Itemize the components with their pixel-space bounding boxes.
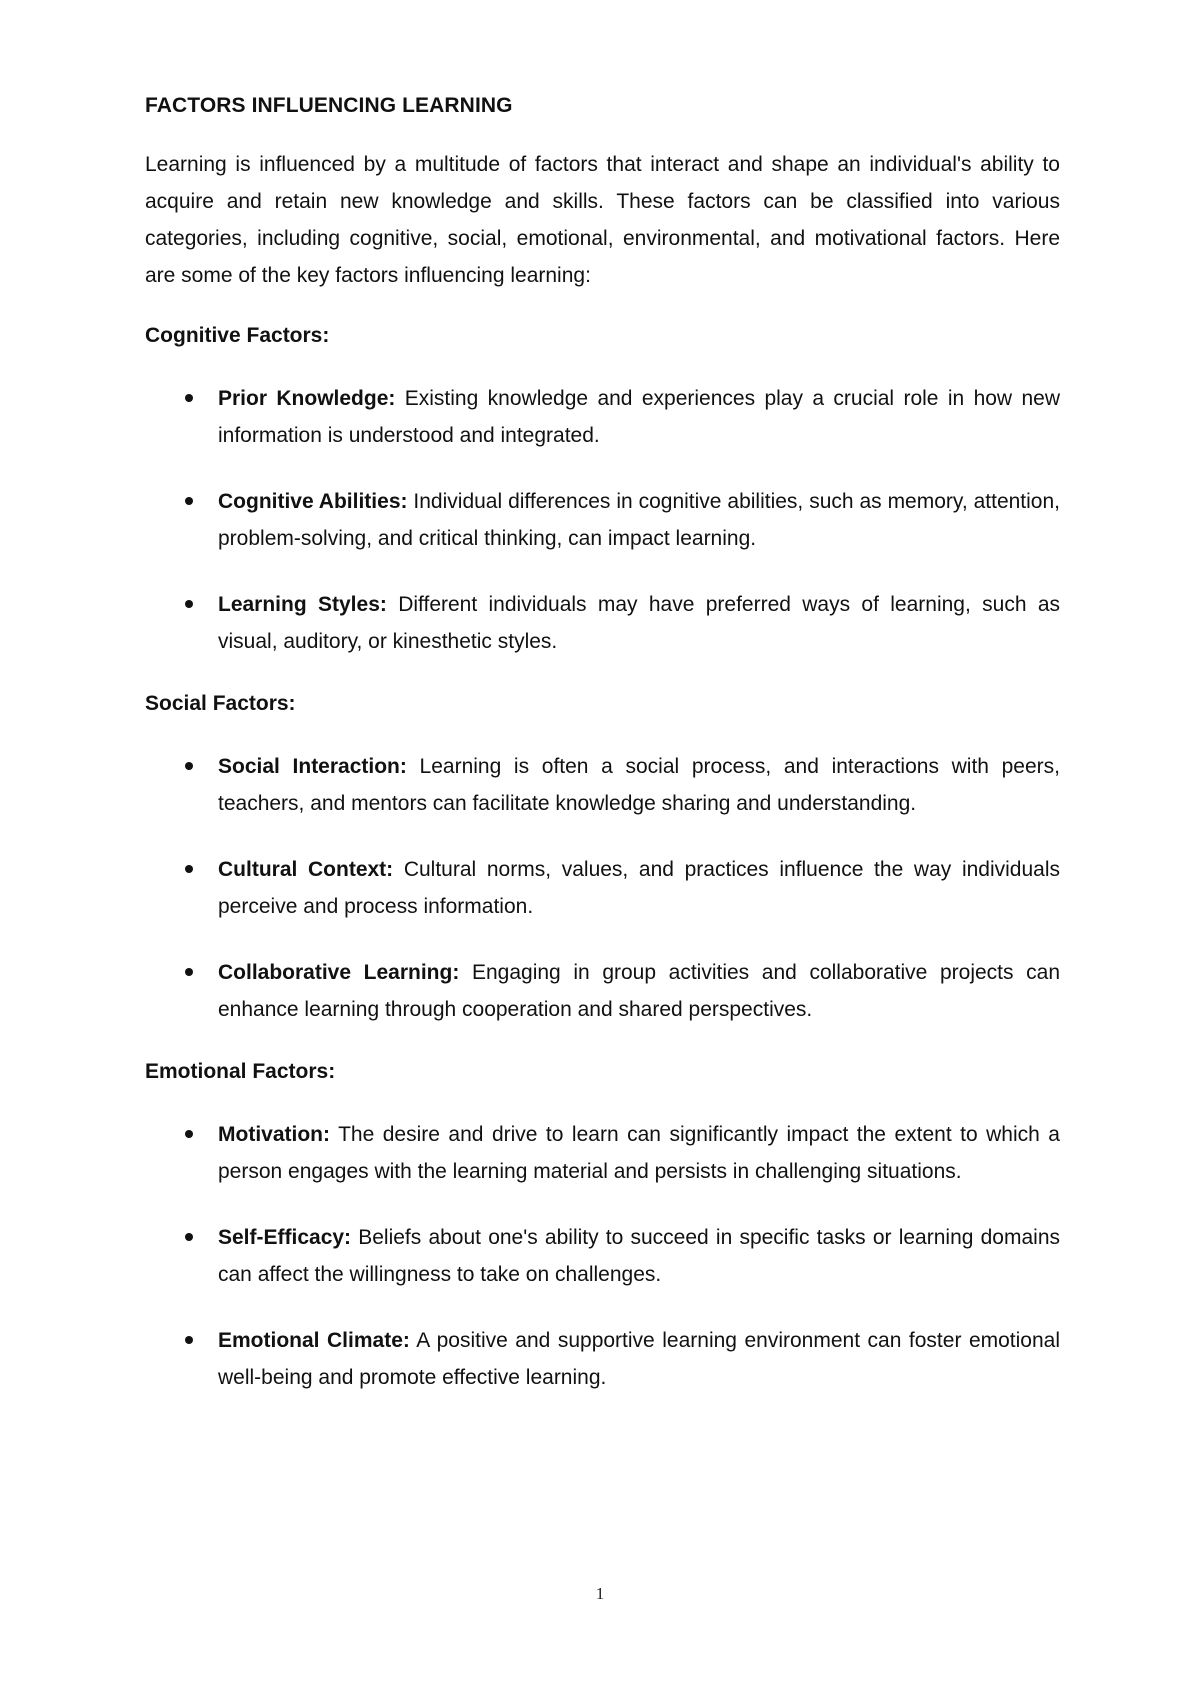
item-term: Learning Styles:: [218, 593, 387, 616]
item-text: The desire and drive to learn can significantly impact the extent to which a person engages with the learning material and persists in challenging situations.: [218, 1123, 1060, 1183]
item-term: Self-Efficacy:: [218, 1226, 352, 1249]
list-item: [145, 483, 1060, 557]
item-text: Engaging in group activities and collaborative projects can enhance learning through cooperation and shared perspectives.: [218, 961, 1061, 1021]
bullet-list: [145, 748, 1060, 1028]
bullet-icon: [185, 1130, 193, 1138]
list-item: [145, 954, 1060, 1028]
item-term: Motivation:: [218, 1123, 330, 1146]
item-text: Individual differences in cognitive abilities, such as memory, attention, problem-solving, and critical thinking, can impact learning.: [218, 490, 1061, 550]
document-title: FACTORS INFLUENCING LEARNING: [145, 94, 513, 117]
page-number: 1: [595, 1584, 605, 1603]
item-term: Collaborative Learning:: [218, 961, 460, 984]
item-term: Social Interaction:: [218, 755, 407, 778]
section-heading: Emotional Factors:: [145, 1060, 336, 1083]
page-content: [145, 92, 1060, 1425]
item-term: Cultural Context:: [218, 858, 394, 881]
item-text: Different individuals may have preferred ways of learning, such as visual, auditory, or kinesthetic styles.: [218, 593, 1060, 653]
list-item: [145, 586, 1060, 660]
item-term: Prior Knowledge:: [218, 387, 396, 410]
item-text: Existing knowledge and experiences play a crucial role in how new information is understood and integrated.: [218, 387, 1060, 447]
section-social-factors: [145, 689, 1060, 1028]
bullet-icon: [185, 600, 193, 608]
list-item: [145, 380, 1060, 454]
bullet-list: [145, 1116, 1060, 1396]
list-item: [145, 1322, 1060, 1396]
list-item: [145, 851, 1060, 925]
section-emotional-factors: [145, 1057, 1060, 1396]
item-text: Cultural norms, values, and practices influence the way individuals perceive and process information.: [218, 858, 1060, 918]
section-cognitive-factors: [145, 321, 1060, 660]
list-item: [145, 1116, 1060, 1190]
item-term: Cognitive Abilities:: [218, 490, 408, 513]
list-item: [145, 1219, 1060, 1293]
section-heading: Social Factors:: [145, 692, 296, 715]
list-item: [145, 748, 1060, 822]
item-text: Learning is often a social process, and interactions with peers, teachers, and mentors can facilitate knowledge sharing and understanding.: [218, 755, 1060, 815]
bullet-icon: [185, 968, 193, 976]
bullet-list: [145, 380, 1060, 660]
bullet-icon: [185, 1336, 193, 1344]
bullet-icon: [185, 1233, 193, 1241]
section-heading: Cognitive Factors:: [145, 324, 330, 347]
item-text: Beliefs about one's ability to succeed in specific tasks or learning domains can affect the willingness to take on challenges.: [218, 1226, 1060, 1286]
bullet-icon: [185, 865, 193, 873]
bullet-icon: [185, 394, 193, 402]
intro-paragraph: Learning is influenced by a multitude of factors that interact and shape an individual's ability to acquire and retain new knowledge and skills. These factors can be classified into various categories, including cognitive, social, emotional, environmental, and motivational factors. Here are some of the key factors influencing learning:: [145, 153, 1060, 287]
bullet-icon: [185, 497, 193, 505]
bullet-icon: [185, 762, 193, 770]
item-term: Emotional Climate:: [218, 1329, 410, 1352]
item-text: A positive and supportive learning environment can foster emotional well-being and promote effective learning.: [218, 1329, 1060, 1389]
